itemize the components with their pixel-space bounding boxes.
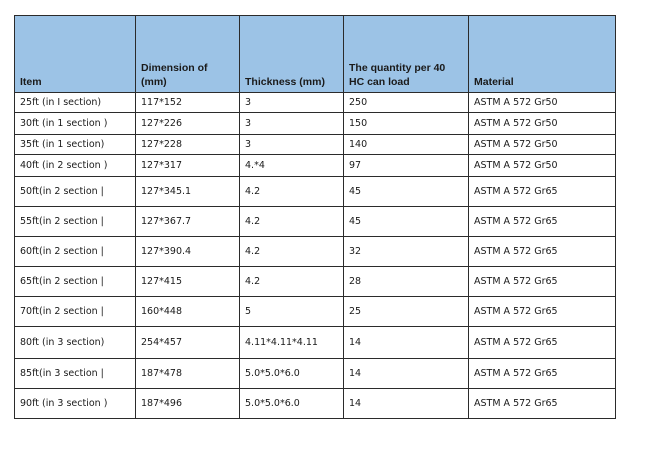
cell-material: ASTM A 572 Gr65 <box>469 177 616 207</box>
cell-quantity: 14 <box>344 359 469 389</box>
cell-dimension: 127*228 <box>136 135 240 155</box>
cell-dimension: 160*448 <box>136 297 240 327</box>
cell-quantity: 97 <box>344 155 469 177</box>
cell-material: ASTM A 572 Gr65 <box>469 207 616 237</box>
cell-dimension: 254*457 <box>136 327 240 359</box>
header-dimension: Dimension of (mm) <box>136 16 240 93</box>
table-row <box>15 135 616 155</box>
cell-material: ASTM A 572 Gr50 <box>469 135 616 155</box>
header-quantity: The quantity per 40 HC can load <box>344 16 469 93</box>
table-row <box>15 177 616 207</box>
cell-material: ASTM A 572 Gr50 <box>469 155 616 177</box>
cell-quantity: 28 <box>344 267 469 297</box>
cell-thickness: 3 <box>240 113 344 135</box>
table-row <box>15 267 616 297</box>
cell-dimension: 117*152 <box>136 93 240 113</box>
cell-material: ASTM A 572 Gr65 <box>469 327 616 359</box>
cell-material: ASTM A 572 Gr65 <box>469 267 616 297</box>
cell-dimension: 187*496 <box>136 389 240 419</box>
table-row <box>15 327 616 359</box>
table-row <box>15 237 616 267</box>
table-row <box>15 155 616 177</box>
cell-quantity: 140 <box>344 135 469 155</box>
cell-material: ASTM A 572 Gr50 <box>469 93 616 113</box>
cell-thickness: 4.2 <box>240 207 344 237</box>
spec-sheet <box>14 15 616 419</box>
cell-item: 65ft(in 2 section | <box>15 267 136 297</box>
cell-dimension: 187*478 <box>136 359 240 389</box>
cell-thickness: 5.0*5.0*6.0 <box>240 359 344 389</box>
cell-quantity: 14 <box>344 389 469 419</box>
table-row <box>15 113 616 135</box>
cell-thickness: 5.0*5.0*6.0 <box>240 389 344 419</box>
cell-thickness: 4.2 <box>240 267 344 297</box>
cell-quantity: 45 <box>344 207 469 237</box>
cell-dimension: 127*367.7 <box>136 207 240 237</box>
cell-item: 35ft (in 1 section) <box>15 135 136 155</box>
table-row <box>15 359 616 389</box>
cell-quantity: 150 <box>344 113 469 135</box>
cell-item: 80ft (in 3 section) <box>15 327 136 359</box>
table-row <box>15 297 616 327</box>
header-item: Item <box>15 16 136 93</box>
cell-item: 40ft (in 2 section ) <box>15 155 136 177</box>
cell-quantity: 250 <box>344 93 469 113</box>
header-thickness: Thickness (mm) <box>240 16 344 93</box>
cell-thickness: 5 <box>240 297 344 327</box>
cell-material: ASTM A 572 Gr65 <box>469 297 616 327</box>
cell-item: 50ft(in 2 section | <box>15 177 136 207</box>
cell-item: 70ft(in 2 section | <box>15 297 136 327</box>
cell-dimension: 127*415 <box>136 267 240 297</box>
cell-thickness: 4.11*4.11*4.11 <box>240 327 344 359</box>
table-row <box>15 93 616 113</box>
cell-item: 55ft(in 2 section | <box>15 207 136 237</box>
cell-dimension: 127*345.1 <box>136 177 240 207</box>
cell-thickness: 3 <box>240 93 344 113</box>
table-row <box>15 207 616 237</box>
cell-quantity: 32 <box>344 237 469 267</box>
cell-dimension: 127*390.4 <box>136 237 240 267</box>
cell-thickness: 4.2 <box>240 177 344 207</box>
header-row <box>15 16 616 93</box>
cell-item: 90ft (in 3 section ) <box>15 389 136 419</box>
cell-item: 30ft (in 1 section ) <box>15 113 136 135</box>
cell-item: 85ft(in 3 section | <box>15 359 136 389</box>
cell-quantity: 25 <box>344 297 469 327</box>
cell-material: ASTM A 572 Gr65 <box>469 389 616 419</box>
cell-item: 25ft (in I section) <box>15 93 136 113</box>
cell-thickness: 4.*4 <box>240 155 344 177</box>
cell-dimension: 127*317 <box>136 155 240 177</box>
cell-material: ASTM A 572 Gr50 <box>469 113 616 135</box>
table-row <box>15 389 616 419</box>
cell-dimension: 127*226 <box>136 113 240 135</box>
cell-quantity: 14 <box>344 327 469 359</box>
cell-material: ASTM A 572 Gr65 <box>469 237 616 267</box>
cell-thickness: 4.2 <box>240 237 344 267</box>
header-material: Material <box>469 16 616 93</box>
spec-table <box>14 15 616 419</box>
cell-item: 60ft(in 2 section | <box>15 237 136 267</box>
cell-thickness: 3 <box>240 135 344 155</box>
cell-material: ASTM A 572 Gr65 <box>469 359 616 389</box>
cell-quantity: 45 <box>344 177 469 207</box>
